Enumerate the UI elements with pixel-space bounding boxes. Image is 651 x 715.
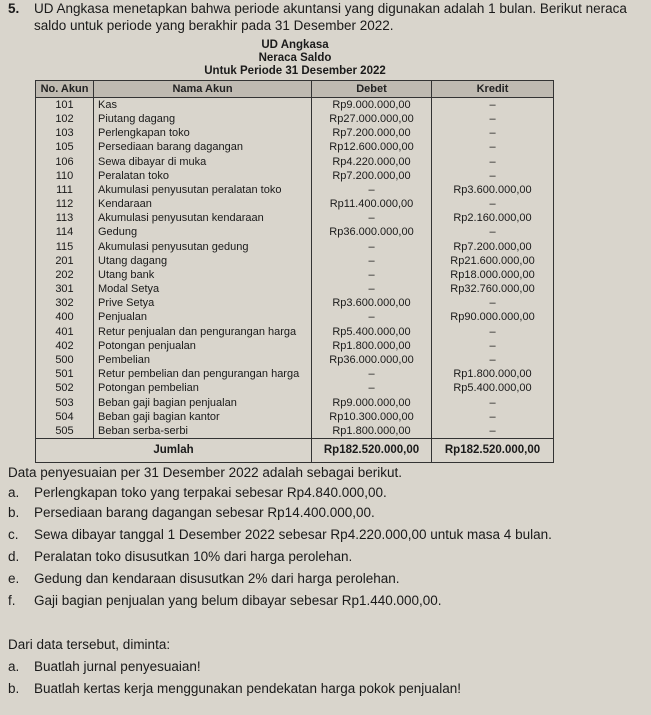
account-name-cell: Retur penjualan dan pengurangan harga <box>94 325 312 339</box>
table-header-row <box>36 81 554 98</box>
debit-cell: – <box>312 268 432 282</box>
account-no-cell: 503 <box>36 396 94 410</box>
debit-cell: – <box>312 282 432 296</box>
table-row <box>36 240 554 254</box>
credit-cell: – <box>432 226 554 240</box>
account-name-cell: Beban gaji bagian penjualan <box>94 396 312 410</box>
adjustment-item: a. Perlengkapan toko yang terpakai sebesar Rp4.840.000,00. <box>8 485 387 500</box>
account-no-cell: 401 <box>36 325 94 339</box>
credit-cell: – <box>432 325 554 339</box>
table-row <box>36 254 554 268</box>
question-line-1: UD Angkasa menetapkan bahwa periode akuntansi yang digunakan adalah 1 bulan. Berikut neraca <box>34 1 627 16</box>
credit-cell: – <box>432 169 554 183</box>
account-no-cell: 302 <box>36 296 94 310</box>
table-row <box>36 112 554 126</box>
table-row <box>36 155 554 169</box>
adjustment-item: c. Sewa dibayar tanggal 1 Desember 2022 sebesar Rp4.220.000,00 untuk masa 4 bulan. <box>8 527 552 542</box>
debit-cell: Rp36.000.000,00 <box>312 353 432 367</box>
table-row <box>36 339 554 353</box>
account-no-cell: 400 <box>36 311 94 325</box>
account-name-cell: Beban serba-serbi <box>94 424 312 439</box>
account-name-cell: Akumulasi penyusutan gedung <box>94 240 312 254</box>
credit-cell: – <box>432 155 554 169</box>
credit-cell: Rp7.200.000,00 <box>432 240 554 254</box>
trial-balance-table <box>35 80 554 463</box>
credit-cell: – <box>432 353 554 367</box>
debit-cell: – <box>312 311 432 325</box>
table-row <box>36 396 554 410</box>
account-name-cell: Akumulasi penyusutan peralatan toko <box>94 183 312 197</box>
account-name-cell: Sewa dibayar di muka <box>94 155 312 169</box>
table-row <box>36 141 554 155</box>
account-name-cell: Pembelian <box>94 353 312 367</box>
debit-cell: – <box>312 240 432 254</box>
debit-cell: Rp4.220.000,00 <box>312 155 432 169</box>
debit-cell: Rp36.000.000,00 <box>312 226 432 240</box>
credit-cell: Rp32.760.000,00 <box>432 282 554 296</box>
debit-cell: Rp1.800.000,00 <box>312 424 432 439</box>
question-intro <box>8 0 648 34</box>
account-name-cell: Kas <box>94 98 312 113</box>
table-row <box>36 197 554 211</box>
account-no-cell: 500 <box>36 353 94 367</box>
adjustment-item: f. Gaji bagian penjualan yang belum dibayar sebesar Rp1.440.000,00. <box>8 593 442 608</box>
trial-balance-table-wrap <box>35 80 553 463</box>
account-no-cell: 102 <box>36 112 94 126</box>
account-name-cell: Akumulasi penyusutan kendaraan <box>94 211 312 225</box>
credit-cell: Rp18.000.000,00 <box>432 268 554 282</box>
account-name-cell: Retur pembelian dan pengurangan harga <box>94 367 312 381</box>
debit-cell: Rp12.600.000,00 <box>312 141 432 155</box>
table-row <box>36 282 554 296</box>
table-row <box>36 169 554 183</box>
account-no-cell: 114 <box>36 226 94 240</box>
debit-cell: Rp5.400.000,00 <box>312 325 432 339</box>
table-row <box>36 226 554 240</box>
account-no-cell: 301 <box>36 282 94 296</box>
credit-cell: – <box>432 197 554 211</box>
table-row <box>36 183 554 197</box>
account-no-cell: 505 <box>36 424 94 439</box>
account-name-cell: Perlengkapan toko <box>94 126 312 140</box>
debit-cell: – <box>312 183 432 197</box>
account-no-cell: 502 <box>36 382 94 396</box>
total-debit: Rp182.520.000,00 <box>312 439 432 463</box>
tasks-intro: Dari data tersebut, diminta: <box>8 637 171 652</box>
table-row <box>36 98 554 113</box>
debit-cell: – <box>312 382 432 396</box>
table-row <box>36 211 554 225</box>
table-row <box>36 367 554 381</box>
table-row <box>36 325 554 339</box>
col-header-credit: Kredit <box>432 81 554 98</box>
credit-cell: Rp21.600.000,00 <box>432 254 554 268</box>
account-no-cell: 101 <box>36 98 94 113</box>
table-row <box>36 353 554 367</box>
credit-cell: – <box>432 424 554 439</box>
account-name-cell: Potongan pembelian <box>94 382 312 396</box>
debit-cell: Rp3.600.000,00 <box>312 296 432 310</box>
credit-cell: – <box>432 410 554 424</box>
col-header-account-name: Nama Akun <box>94 81 312 98</box>
adjustments-title: Data penyesuaian per 31 Desember 2022 adalah sebagai berikut. <box>8 465 403 480</box>
account-no-cell: 106 <box>36 155 94 169</box>
table-row <box>36 126 554 140</box>
adjustment-item: b. Persediaan barang dagangan sebesar Rp14.400.000,00. <box>8 505 375 520</box>
credit-cell: – <box>432 396 554 410</box>
total-label: Jumlah <box>36 439 312 463</box>
account-name-cell: Prive Setya <box>94 296 312 310</box>
company-name: UD Angkasa <box>261 39 329 51</box>
debit-cell: Rp9.000.000,00 <box>312 98 432 113</box>
account-no-cell: 113 <box>36 211 94 225</box>
table-row <box>36 424 554 439</box>
account-no-cell: 501 <box>36 367 94 381</box>
table-row <box>36 268 554 282</box>
account-name-cell: Utang dagang <box>94 254 312 268</box>
debit-cell: Rp10.300.000,00 <box>312 410 432 424</box>
debit-cell: Rp27.000.000,00 <box>312 112 432 126</box>
debit-cell: Rp1.800.000,00 <box>312 339 432 353</box>
debit-cell: – <box>312 211 432 225</box>
adjustment-item: e. Gedung dan kendaraan disusutkan 2% dari harga perolehan. <box>8 571 400 586</box>
credit-cell: Rp90.000.000,00 <box>432 311 554 325</box>
account-no-cell: 105 <box>36 141 94 155</box>
credit-cell: – <box>432 126 554 140</box>
account-name-cell: Beban gaji bagian kantor <box>94 410 312 424</box>
report-title: Neraca Saldo <box>258 52 332 64</box>
col-header-debit: Debet <box>312 81 432 98</box>
debit-cell: Rp9.000.000,00 <box>312 396 432 410</box>
credit-cell: Rp1.800.000,00 <box>432 367 554 381</box>
credit-cell: – <box>432 112 554 126</box>
task-item: a. Buatlah jurnal penyesuaian! <box>8 659 201 674</box>
report-period: Untuk Periode 31 Desember 2022 <box>204 65 386 77</box>
credit-cell: – <box>432 296 554 310</box>
debit-cell: Rp11.400.000,00 <box>312 197 432 211</box>
table-row <box>36 382 554 396</box>
account-name-cell: Gedung <box>94 226 312 240</box>
debit-cell: Rp7.200.000,00 <box>312 169 432 183</box>
account-name-cell: Potongan penjualan <box>94 339 312 353</box>
account-name-cell: Modal Setya <box>94 282 312 296</box>
col-header-account-no: No. Akun <box>36 81 94 98</box>
credit-cell: Rp5.400.000,00 <box>432 382 554 396</box>
credit-cell: – <box>432 339 554 353</box>
debit-cell: Rp7.200.000,00 <box>312 126 432 140</box>
account-name-cell: Persediaan barang dagangan <box>94 141 312 155</box>
debit-cell: – <box>312 254 432 268</box>
account-no-cell: 115 <box>36 240 94 254</box>
account-name-cell: Penjualan <box>94 311 312 325</box>
total-credit: Rp182.520.000,00 <box>432 439 554 463</box>
table-row <box>36 311 554 325</box>
account-name-cell: Kendaraan <box>94 197 312 211</box>
credit-cell: – <box>432 98 554 113</box>
account-no-cell: 201 <box>36 254 94 268</box>
account-no-cell: 110 <box>36 169 94 183</box>
table-total-row <box>36 439 554 463</box>
account-no-cell: 202 <box>36 268 94 282</box>
account-no-cell: 504 <box>36 410 94 424</box>
credit-cell: Rp3.600.000,00 <box>432 183 554 197</box>
table-row <box>36 296 554 310</box>
task-item: b. Buatlah kertas kerja menggunakan pendekatan harga pokok penjualan! <box>8 681 462 696</box>
account-no-cell: 402 <box>36 339 94 353</box>
question-line-2: saldo untuk periode yang berakhir pada 31 Desember 2022. <box>34 18 394 33</box>
table-row <box>36 410 554 424</box>
account-no-cell: 103 <box>36 126 94 140</box>
account-name-cell: Piutang dagang <box>94 112 312 126</box>
adjustment-item: d. Peralatan toko disusutkan 10% dari harga perolehan. <box>8 549 353 564</box>
account-name-cell: Peralatan toko <box>94 169 312 183</box>
debit-cell: – <box>312 367 432 381</box>
credit-cell: – <box>432 141 554 155</box>
account-no-cell: 111 <box>36 183 94 197</box>
account-no-cell: 112 <box>36 197 94 211</box>
account-name-cell: Utang bank <box>94 268 312 282</box>
credit-cell: Rp2.160.000,00 <box>432 211 554 225</box>
question-number: 5. <box>8 1 20 16</box>
